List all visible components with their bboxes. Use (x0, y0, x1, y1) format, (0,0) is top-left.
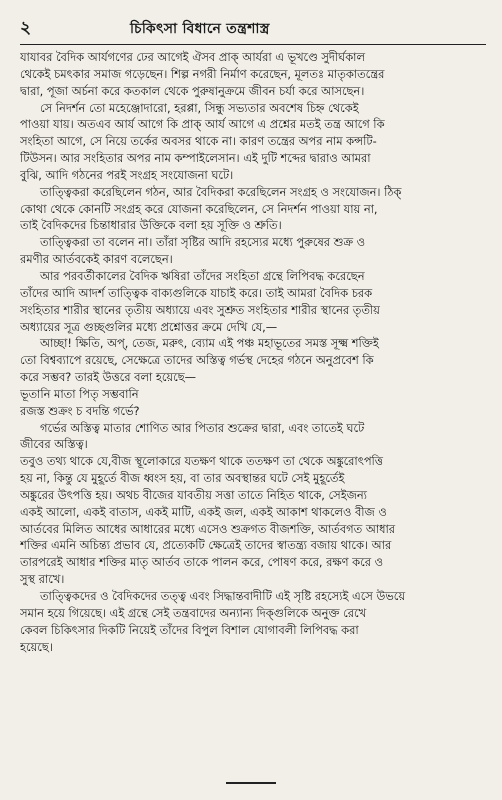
text-line: হয় না, কিন্তু যে মুহূর্তে বীজ ধ্বংস হয়, বা তার অবস্থান্তর ঘটে সেই মুহূর্তেই (20, 471, 345, 486)
paragraph-6 (20, 335, 486, 386)
text-line: সমান হয়ে গিয়েছে। এই গ্রন্থে সেই তন্ত্রবাদের অন্যান্য দিক্গুলিকে অনুক্ত রেখে (20, 605, 367, 620)
text-line: তাত্ত্বিকরা তা বলেন না। তাঁরা সৃষ্টির আদি রহস্যের মধ্যে পুরুষের শুক্র ও (40, 235, 365, 250)
text-line: পাওয়া যায়। অতএব আর্য আগে কি প্রাক্ আর্য আগে এ প্রশ্নের মতই তন্ত্র আগে কি (20, 117, 385, 132)
text-line: তবুও তথ্য থাকে যে,বীজ স্থূলোকারে যতক্ষণ থাকে ততক্ষণ তা থেকে অঙ্কুরোৎপত্তি (20, 454, 383, 469)
text-line: যাযাবর বৈদিক আর্যগণের ঢের আগেই ঐসব প্রাক্ আর্যরা এ ভূখণ্ডে সুদীর্ঘকাল (20, 50, 365, 64)
verse-line: রজস্ত শুক্রং চ বদন্তি গর্ভে? (20, 403, 140, 418)
text-line: সুস্থ রাখে। (20, 572, 65, 587)
body-text (20, 49, 486, 655)
verse-block (20, 386, 486, 420)
text-line: কোথা থেকে কোনটি সংগ্রহ করে যোজনা করেছিলেন, সে নিদর্শন পাওয়া যায় না, (20, 201, 378, 216)
text-line: সংহিতার শারীর স্থানের তৃতীয় অধ্যায়ে এবং সুশ্রুত সংহিতার শারীর স্থানের তৃতীয় (20, 302, 380, 317)
verse-line: ভূতানি মাতা পিতৃ সম্ভবানি (20, 386, 139, 401)
text-line: অধ্যায়ের সূত্র গুচ্ছগুলির মধ্যে প্রশ্নোত্তর ক্রমে দেখি যে,— (20, 319, 278, 334)
text-line: আচ্ছা! ক্ষিতি, অপ্, তেজ, মরুৎ, ব্যোম এই পঞ্চ মহাভূতের সমস্ত সূক্ষ্ম শক্তিই (40, 336, 379, 351)
footer-divider (226, 782, 276, 784)
text-line: শক্তির এমনি অচিন্ত্য প্রভাব যে, প্রত্যেকটি ক্ষেত্রেই তাদের স্বাতন্ত্র্য বজায় থাকে। আর (20, 538, 392, 553)
paragraph-7 (20, 420, 486, 454)
text-line: হয়েছে। (20, 639, 53, 654)
text-line: কেবল চিকিৎসার দিকটি নিয়েই তাঁদের বিপুল বিশাল যোগাবলী লিপিবদ্ধ করা (20, 622, 359, 637)
text-line: তাঁদের আদি আদর্শ তাত্ত্বিক বাক্যগুলিকে যাচাই করে। তাই আমরা বৈদিক চরক (20, 285, 373, 300)
paragraph-2 (20, 100, 486, 184)
text-line: তো বিশ্বব্যাপে রয়েছে, সেক্ষেত্রে তাদের অস্তিত্ব গর্ভস্থ দেহের গঠনে অনুপ্রবেশ কি (20, 353, 374, 368)
text-line: অঙ্কুরের উৎপত্তি হয়। অথচ বীজের যাবতীয় সত্তা তাতে নিহিত থাকে, সেইজন্য (20, 487, 367, 502)
paragraph-5 (20, 268, 486, 335)
paragraph-3 (20, 184, 486, 235)
text-line: রমণীর আর্তবকেই কারণ বলেছেন। (20, 252, 173, 267)
text-line: তাত্ত্বিকদের ও বৈদিকদের তত্ত্ব এবং সিদ্ধান্তবাদীটি এই সৃষ্টি রহস্যেই এসে উভয়ে (40, 589, 406, 603)
text-line: আর পরবর্তীকালের বৈদিক ঋষিরা তাঁদের সংহিতা গ্রন্থে লিপিবদ্ধ করেছেন (40, 268, 365, 283)
text-line: সে নিদর্শন তো মহেঞ্জোদারো, হরপ্পা, সিন্ধু সভ্যতার অবশেষ চিহ্ন থেকেই (40, 100, 359, 115)
paragraph-1 (20, 49, 486, 100)
running-title: চিকিৎসা বিধানে তন্ত্রশাস্ত্র (130, 21, 270, 37)
page-number: ২ (20, 18, 32, 38)
text-line: টিউসন। আর সংহিতার অপর নাম কম্পাইলেসান। এই দুটি শব্দের দ্বারাও আমরা (20, 151, 371, 166)
text-line: থেকেই চমৎকার সমাজ গড়েছেন। শিল্প নগরী নির্মাণ করেছেন, মূলতঃ মাতৃকাতন্ত্রের (20, 66, 385, 81)
paragraph-4 (20, 234, 486, 268)
text-line: তাত্ত্বিকরা করেছিলেন গঠন, আর বৈদিকরা করেছিলেন সংগ্রহ ও সংযোজন। ঠিক্ (40, 184, 402, 199)
text-line: তাই বৈদিকদের চিন্তাধারার উক্তিকে বলা হয় সূক্তি ও শ্রুতি। (20, 218, 282, 233)
text-line: একই আলো, একই বাতাস, একই মাটি, একই জল, একই আকাশ থাকলেও বীজ ও (20, 504, 387, 519)
text-line: সংহিতা আগে, সে নিয়ে তর্কের অবসর থাকে না। কারণ তন্ত্রের অপর নাম কন্সটি- (20, 134, 377, 149)
text-line: দ্বারা, পূজা অর্চনা করে কতকাল থেকে পুরুষানুক্রমে জীবন চর্যা করে আসছেন। (20, 83, 365, 98)
text-line: করে সম্ভব? তারই উত্তরে বলা হয়েছে— (20, 370, 197, 385)
text-line: আর্তবের মিলিত আধের আধারের মধ্যে এসেও শুক্রগত বীজশক্তি, আর্তবগত আধার (20, 521, 396, 536)
text-line: গর্ভের অস্তিত্ব মাতার শোণিত আর পিতার শুক্রের দ্বারা, এবং তাতেই ঘটে (40, 420, 365, 435)
text-line: জীবের অস্তিত্ব। (20, 437, 88, 452)
page-header (20, 14, 486, 45)
paragraph-8 (20, 453, 486, 588)
paragraph-9 (20, 588, 486, 655)
text-line: তারপরেই আধার শক্তির মাতৃ আর্তব তাকে পালন করে, পোষণ করে, রক্ষণ করে ও (20, 555, 383, 570)
text-line: বুঝি, আদি গঠনের পরই সংগ্রহ সংযোজনা ঘটে। (20, 167, 234, 182)
